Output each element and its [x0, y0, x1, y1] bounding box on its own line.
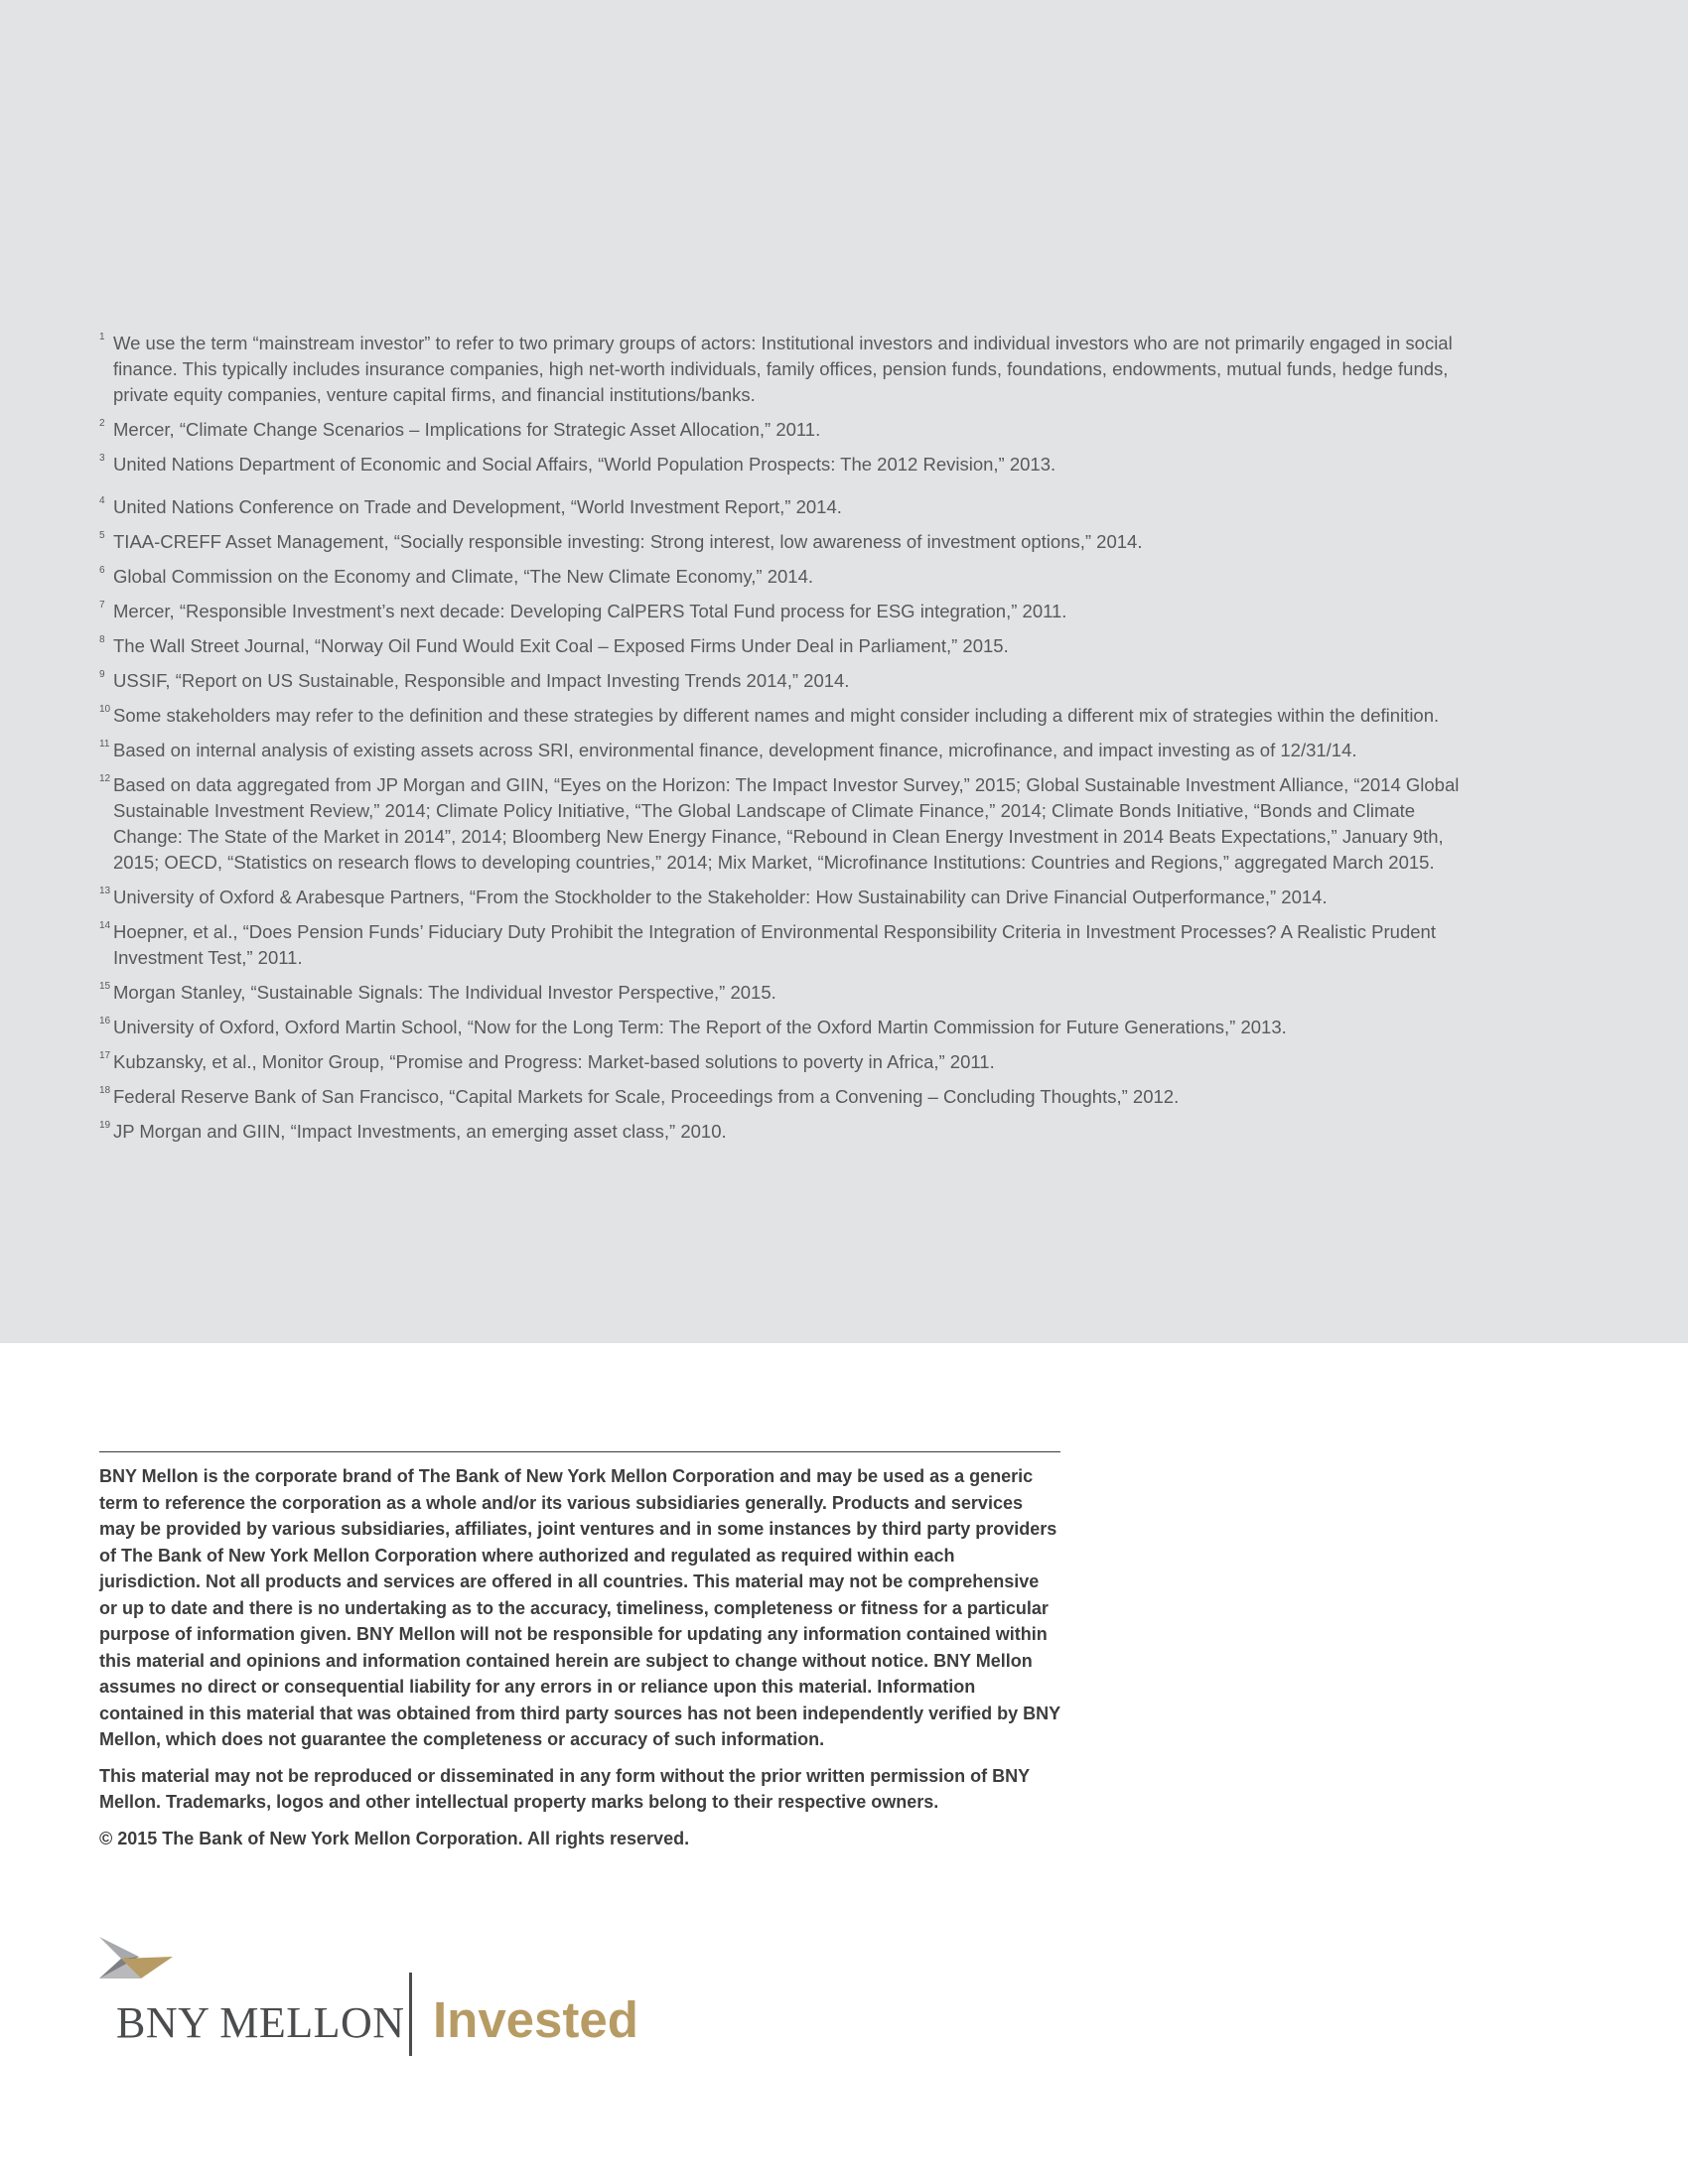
footnote-text: USSIF, “Report on US Sustainable, Responsible and Impact Investing Trends 2014,” 2014. — [113, 670, 850, 691]
footnote-number: 2 — [99, 418, 105, 429]
footnote-text: University of Oxford & Arabesque Partners, “From the Stockholder to the Stakeholder: How Sustainability can Drive Financial Outperformance,” 2014. — [113, 887, 1328, 907]
footnote-number: 14 — [99, 920, 111, 931]
footnote — [99, 633, 1489, 659]
footnote-text: United Nations Conference on Trade and Development, “World Investment Report,” 2014. — [113, 496, 842, 517]
footnote — [99, 919, 1489, 971]
footnote-number: 8 — [99, 634, 105, 645]
footnote-text: Morgan Stanley, “Sustainable Signals: The Individual Investor Perspective,” 2015. — [113, 982, 776, 1003]
footnote — [99, 1049, 1489, 1075]
bny-mellon-triangle-mark-icon — [97, 1935, 177, 1994]
footnote — [99, 494, 1489, 520]
footnote-number: 17 — [99, 1050, 111, 1061]
footnote-number: 6 — [99, 565, 105, 576]
footnote — [99, 564, 1489, 590]
footnote — [99, 417, 1489, 443]
logo-divider — [409, 1973, 412, 2056]
footnote — [99, 885, 1489, 910]
footnote-number: 4 — [99, 495, 105, 506]
footnote-text: Mercer, “Climate Change Scenarios – Implications for Strategic Asset Allocation,” 2011. — [113, 419, 821, 440]
footnote-text: Kubzansky, et al., Monitor Group, “Promise and Progress: Market-based solutions to poverty in Africa,” 2011. — [113, 1051, 995, 1072]
footnote-text: JP Morgan and GIIN, “Impact Investments, an emerging asset class,” 2010. — [113, 1121, 727, 1142]
footnote-text: University of Oxford, Oxford Martin School, “Now for the Long Term: The Report of the Oxford Martin Commission for Future Generations,” 2013. — [113, 1017, 1287, 1037]
footnote-text: United Nations Department of Economic and Social Affairs, “World Population Prospects: The 2012 Revision,” 2013. — [113, 454, 1056, 475]
brand-name: BNY MELLON — [116, 1998, 405, 2047]
footnote — [99, 1084, 1489, 1110]
footnote-number: 5 — [99, 530, 105, 541]
footnote — [99, 738, 1489, 763]
footnote-number: 13 — [99, 886, 111, 896]
footnote-number: 1 — [99, 332, 105, 342]
footnote-text: The Wall Street Journal, “Norway Oil Fund Would Exit Coal – Exposed Firms Under Deal in Parliament,” 2015. — [113, 635, 1009, 656]
footnote-number: 18 — [99, 1085, 111, 1096]
footnote-number: 15 — [99, 981, 111, 992]
footnote-text: Hoepner, et al., “Does Pension Funds’ Fiduciary Duty Prohibit the Integration of Environmental Responsibility Criteria in Investment Processes? A Realistic Prudent Investment Test,” 2011. — [113, 921, 1436, 968]
footnote-number: 16 — [99, 1016, 111, 1026]
footnote-text: Some stakeholders may refer to the definition and these strategies by different names and might consider including a different mix of strategies within the definition. — [113, 705, 1440, 726]
copyright-notice: © 2015 The Bank of New York Mellon Corporation. All rights reserved. — [99, 1828, 690, 1848]
footnote-text: TIAA-CREFF Asset Management, “Socially responsible investing: Strong interest, low awareness of investment options,” 2014. — [113, 531, 1143, 552]
bny-mellon-logo — [97, 1931, 653, 2060]
footnote-text: We use the term “mainstream investor” to refer to two primary groups of actors: Institutional investors and individual investors who are not primarily engaged in social finance. This typically includes insurance companies, high net-worth individuals, family offices, pension funds, foundations, endowments, mutual funds, hedge funds, private equity companies, venture capital firms, and financial institutions/banks. — [113, 333, 1453, 405]
reproduction-notice: This material may not be reproduced or disseminated in any form without the prior written permission of BNY Mellon. Trademarks, logos and other intellectual property marks belong to their respective owners. — [99, 1765, 1030, 1812]
footnote-text: Mercer, “Responsible Investment’s next decade: Developing CalPERS Total Fund process for ESG integration,” 2011. — [113, 601, 1067, 621]
footnote-number: 12 — [99, 773, 111, 784]
footnotes-list — [99, 331, 1489, 1154]
footnote — [99, 703, 1489, 729]
footnote-number: 10 — [99, 704, 111, 715]
footnote — [99, 452, 1489, 478]
footnote-number: 3 — [99, 453, 105, 464]
footnote-number: 9 — [99, 669, 105, 680]
footnote-number: 11 — [99, 739, 110, 750]
footnote-text: Based on data aggregated from JP Morgan and GIIN, “Eyes on the Horizon: The Impact Investor Survey,” 2015; Global Sustainable Investment Alliance, “2014 Global Sustainable Investment Review,” 2014; Climate Policy Initiative, “The Global Landscape of Climate Finance,” 2014; Climate Bonds Initiative, “Bonds and Climate Change: The State of the Market in 2014”, 2014; Bloomberg New Energy Finance, “Rebound in Clean Energy Investment in 2014 Beats Expectations,” January 9th, 2015; OECD, “Statistics on research flows to developing countries,” 2014; Mix Market, “Microfinance Institutions: Countries and Regions,” aggregated March 2015. — [113, 774, 1460, 873]
footnote — [99, 529, 1489, 555]
disclaimer-section — [99, 1451, 1060, 1861]
footnote — [99, 980, 1489, 1006]
footnote-number: 19 — [99, 1120, 111, 1131]
disclaimer-paragraph: BNY Mellon is the corporate brand of The Bank of New York Mellon Corporation and may be used as a generic term to reference the corporation as a whole and/or its various subsidiaries generally. Products and services may be provided by various subsidiaries, affiliates, joint ventures and in some instances by third party providers of The Bank of New York Mellon Corporation where authorized and regulated as required within each jurisdiction. Not all products and services are offered in all countries. This material may not be comprehensive or up to date and there is no undertaking as to the accuracy, timeliness, completeness or fitness for a particular purpose of information given. BNY Mellon will not be responsible for updating any information contained within this material and opinions and information contained herein are subject to change without notice. BNY Mellon assumes no direct or consequential liability for any errors in or reliance upon this material. Information contained in this material that was obtained from third party sources has not been independently verified by BNY Mellon, which does not guarantee the completeness or accuracy of such information. — [99, 1466, 1060, 1749]
footnote — [99, 772, 1489, 876]
footnote-text: Federal Reserve Bank of San Francisco, “Capital Markets for Scale, Proceedings from a Convening – Concluding Thoughts,” 2012. — [113, 1086, 1180, 1107]
brand-tagline: Invested — [433, 1991, 638, 2048]
footnote — [99, 668, 1489, 694]
footnote — [99, 1015, 1489, 1040]
footnote-text: Global Commission on the Economy and Climate, “The New Climate Economy,” 2014. — [113, 566, 814, 587]
footnote — [99, 1119, 1489, 1145]
footnote-text: Based on internal analysis of existing assets across SRI, environmental finance, development finance, microfinance, and impact investing as of 12/31/14. — [113, 740, 1357, 760]
footnote — [99, 331, 1489, 408]
footnote-number: 7 — [99, 600, 105, 611]
footnote — [99, 599, 1489, 624]
